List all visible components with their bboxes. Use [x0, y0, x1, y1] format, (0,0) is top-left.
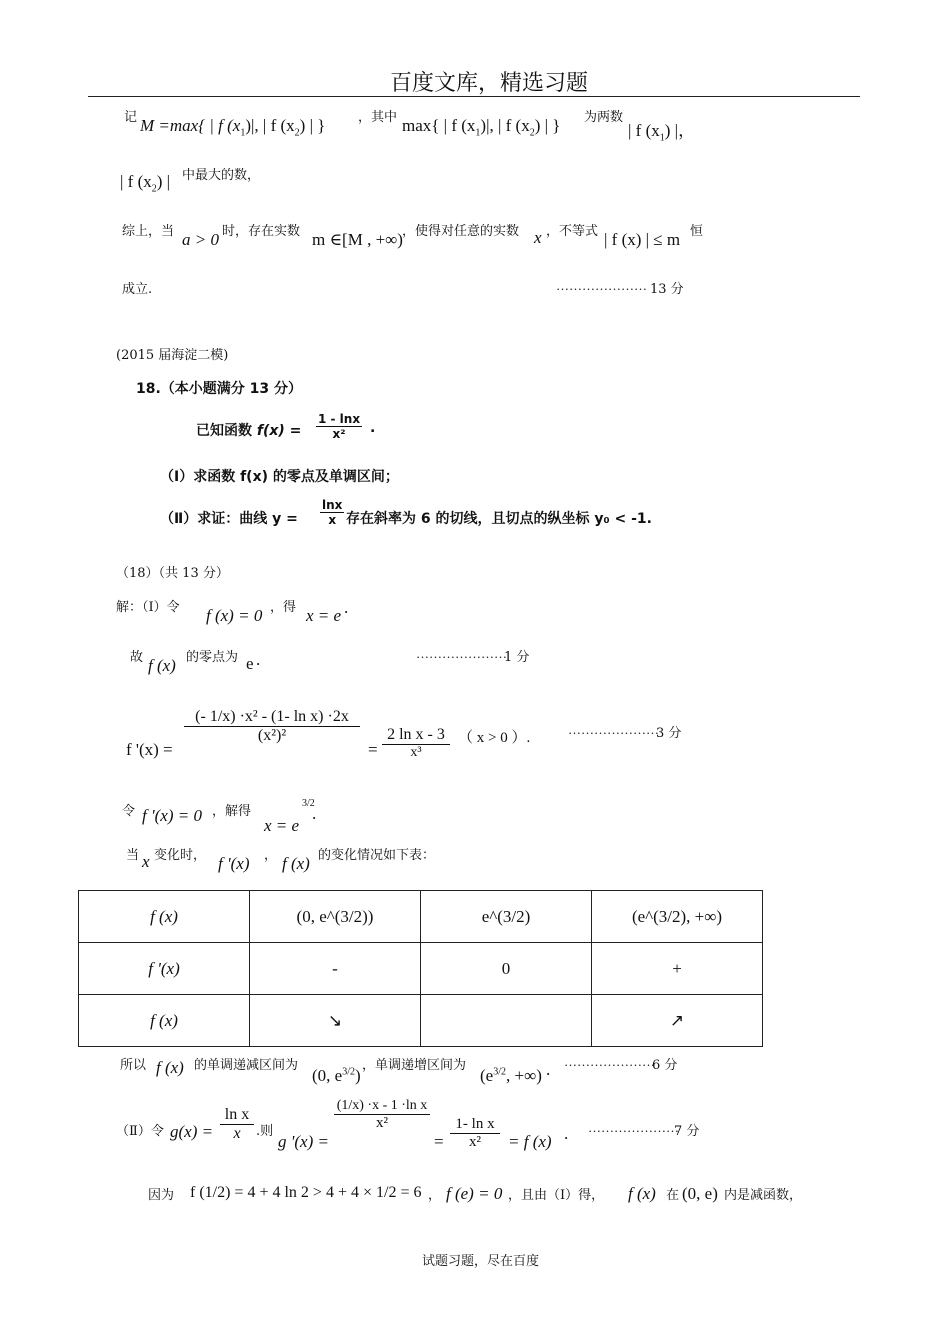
- deriv-fraction-1: [184, 708, 360, 745]
- math-text: f '(x) = 0: [142, 806, 202, 825]
- text: 所以: [120, 1058, 147, 1073]
- text: 解：（Ⅰ）令: [116, 600, 180, 615]
- denominator: x: [233, 1125, 241, 1142]
- math-text: a > 0: [182, 230, 219, 249]
- math-text: ) | }: [534, 116, 561, 135]
- table-cell: -: [250, 943, 421, 995]
- math-text: max{ | f (x: [402, 116, 476, 135]
- line-1: [124, 106, 137, 125]
- math-text: f (x): [156, 1058, 184, 1077]
- math-text: f (x) = 0: [206, 606, 263, 625]
- line-1-math-2: [402, 116, 560, 138]
- page-header-title: 百度文库，精选习题: [390, 71, 589, 96]
- math-text: .: [256, 650, 261, 669]
- text: ，: [428, 1188, 442, 1203]
- text: ，其中: [358, 110, 398, 125]
- math-text: e: [246, 654, 254, 673]
- math-text: f (x): [148, 656, 176, 675]
- math-text: g(x) =: [170, 1122, 214, 1141]
- exponent: 3/2: [493, 1066, 506, 1078]
- denominator: x³: [410, 745, 422, 760]
- table-cell: [421, 995, 592, 1047]
- text: 综上，当: [122, 224, 175, 239]
- sub: 2: [151, 183, 157, 195]
- math-text: f (x): [628, 1184, 656, 1203]
- text: ，使得对任意的实数: [402, 224, 520, 239]
- math-text: f(x) =: [256, 423, 302, 439]
- score-label: 6 分: [652, 1058, 678, 1073]
- text: 故: [130, 650, 144, 665]
- text: 记: [124, 110, 138, 125]
- score-label: 1 分: [504, 650, 530, 665]
- numerator: (1/x) ·x - 1 ·ln x: [334, 1098, 430, 1115]
- numerator: ln x: [220, 1106, 254, 1125]
- sub: 2: [529, 127, 535, 139]
- text: 在: [666, 1188, 680, 1203]
- math-text: x = e: [264, 816, 300, 835]
- math-text: (e: [480, 1066, 494, 1085]
- text: ，且由（Ⅰ）得，: [508, 1188, 605, 1203]
- text: 中最大的数，: [182, 168, 261, 183]
- deriv-fraction-2: [382, 726, 450, 761]
- line-2-math: [120, 172, 170, 194]
- table-cell: +: [592, 943, 763, 995]
- given-fraction: [316, 412, 362, 441]
- table-cell: f (x): [79, 995, 250, 1047]
- sub: 2: [294, 127, 300, 139]
- table-cell: ↗: [592, 995, 763, 1047]
- math-text: f (e) = 0: [446, 1184, 503, 1203]
- gprime-fraction: [334, 1098, 430, 1132]
- text: ，不等式: [546, 224, 599, 239]
- problem-given: [196, 420, 301, 440]
- table-row: [79, 891, 763, 943]
- solution-heading: （18）（共 13 分）: [116, 566, 229, 581]
- math-text: | f (x) | ≤ m: [604, 230, 681, 249]
- math-text: (0, e): [682, 1184, 718, 1203]
- math-text: =: [368, 740, 378, 759]
- line-1-math: [140, 116, 325, 138]
- math-text: (0, e: [312, 1066, 343, 1085]
- denominator: x²: [376, 1115, 388, 1131]
- math-text: ，: [678, 121, 696, 140]
- math-text: ) | }: [299, 116, 326, 135]
- score-dots: …………………: [588, 1120, 679, 1135]
- table-row: [79, 995, 763, 1047]
- math-text: | f (x: [120, 172, 152, 191]
- math-text: .: [312, 804, 317, 823]
- table-cell: (e^(3/2), +∞): [592, 891, 763, 943]
- score-dots: …………………: [568, 722, 659, 737]
- score-label: 7 分: [674, 1124, 700, 1139]
- denominator: x²: [332, 427, 346, 441]
- deriv-condition: （ x > 0 ）.: [458, 730, 531, 746]
- interval-decreasing: [312, 1066, 361, 1086]
- score-dots: …………………: [556, 278, 647, 293]
- table-cell: 0: [421, 943, 592, 995]
- interval-increasing: [480, 1066, 542, 1086]
- denominator: x²: [469, 1134, 481, 1150]
- header-rule: [88, 96, 860, 97]
- text: .: [370, 420, 376, 436]
- text: 时，存在实数: [222, 224, 301, 239]
- exponent: 3/2: [342, 1066, 355, 1078]
- denominator: x: [328, 513, 337, 527]
- sub: 1: [475, 127, 481, 139]
- math-text: .: [564, 1124, 569, 1143]
- math-text: = f (x): [508, 1132, 552, 1151]
- problem-q1: （Ⅰ）求函数 f(x) 的零点及单调区间；: [160, 469, 399, 485]
- q2-fraction: [320, 498, 344, 527]
- table-cell: f (x): [79, 891, 250, 943]
- simplified-fraction: [450, 1116, 500, 1151]
- math-text: x: [142, 852, 150, 871]
- inequality-chain: f (1/2) = 4 + 4 ln 2 > 4 + 4 × 1/2 = 6: [190, 1184, 422, 1201]
- math-text: f (x): [282, 854, 310, 873]
- text: ，解得: [212, 804, 252, 819]
- text: （Ⅱ）令: [116, 1124, 164, 1139]
- problem-q2-a: （Ⅱ）求证：曲线 y =: [160, 511, 298, 527]
- math-text: )|, | f (x: [245, 116, 295, 135]
- math-text: M =max{ | f (x: [140, 116, 241, 135]
- text: 内是减函数，: [724, 1188, 803, 1203]
- math-text: )|, | f (x: [480, 116, 530, 135]
- score-dots: …………………: [564, 1054, 655, 1069]
- table-cell: e^(3/2): [421, 891, 592, 943]
- math-text: x = e: [306, 606, 342, 625]
- denominator: (x²)²: [257, 727, 287, 744]
- sub: 1: [659, 132, 665, 144]
- math-text: ) |: [156, 172, 171, 191]
- text: 因为: [148, 1188, 175, 1203]
- math-text: f '(x): [218, 854, 250, 873]
- text: 变化时，: [154, 848, 207, 863]
- math-text: .: [344, 598, 349, 617]
- text: 当: [126, 848, 140, 863]
- deriv-lhs: f '(x) =: [126, 740, 173, 759]
- text: 的单调递减区间为: [194, 1058, 299, 1073]
- text: .则: [256, 1124, 274, 1139]
- score-label: 3 分: [656, 726, 682, 741]
- variation-table: [78, 890, 763, 1047]
- table-cell: (0, e^(3/2)): [250, 891, 421, 943]
- math-text: ) |: [664, 121, 679, 140]
- score-label: 13 分: [650, 282, 684, 297]
- math-text: ): [355, 1066, 361, 1085]
- text: ，: [264, 848, 278, 863]
- line-1-math-3: [628, 116, 695, 143]
- text: 已知函数: [196, 423, 252, 439]
- text: 的变化情况如下表：: [318, 848, 436, 863]
- numerator: 2 ln x - 3: [382, 726, 450, 745]
- exponent: 3/2: [302, 798, 315, 809]
- text: 恒: [690, 224, 704, 239]
- math-text: | f (x: [628, 121, 660, 140]
- numerator: lnx: [322, 498, 343, 512]
- text: ，单调递增区间为: [362, 1058, 467, 1073]
- math-text: x: [534, 228, 542, 247]
- text: 为两数: [584, 110, 624, 125]
- text: 的零点为: [186, 650, 239, 665]
- math-text: , +∞): [506, 1066, 542, 1085]
- math-text: m ∈[M , +∞): [312, 230, 403, 249]
- math-text: g '(x) =: [278, 1132, 329, 1151]
- sub: 1: [240, 127, 246, 139]
- table-cell: f '(x): [79, 943, 250, 995]
- text: 成立.: [122, 282, 153, 297]
- table-row: [79, 943, 763, 995]
- page-footer: 试题习题，尽在百度: [422, 1254, 540, 1269]
- math-text: .: [546, 1060, 551, 1079]
- numerator: 1- ln x: [450, 1116, 500, 1134]
- text: ，得: [270, 600, 297, 615]
- table-cell: ↘: [250, 995, 421, 1047]
- numerator: (- 1/x) ·x² - (1- ln x) ·2x: [184, 708, 360, 727]
- text: 令: [122, 804, 136, 819]
- source-note: (2015 届海淀二模): [116, 348, 229, 363]
- math-text: =: [434, 1132, 444, 1151]
- problem-title: 18.（本小题满分 13 分）: [136, 381, 303, 397]
- g-fraction: [220, 1106, 254, 1143]
- score-dots: …………………: [416, 646, 507, 661]
- problem-q2-b: 存在斜率为 6 的切线，且切点的纵坐标 y₀ < -1.: [346, 511, 652, 527]
- numerator: 1 - lnx: [318, 412, 361, 426]
